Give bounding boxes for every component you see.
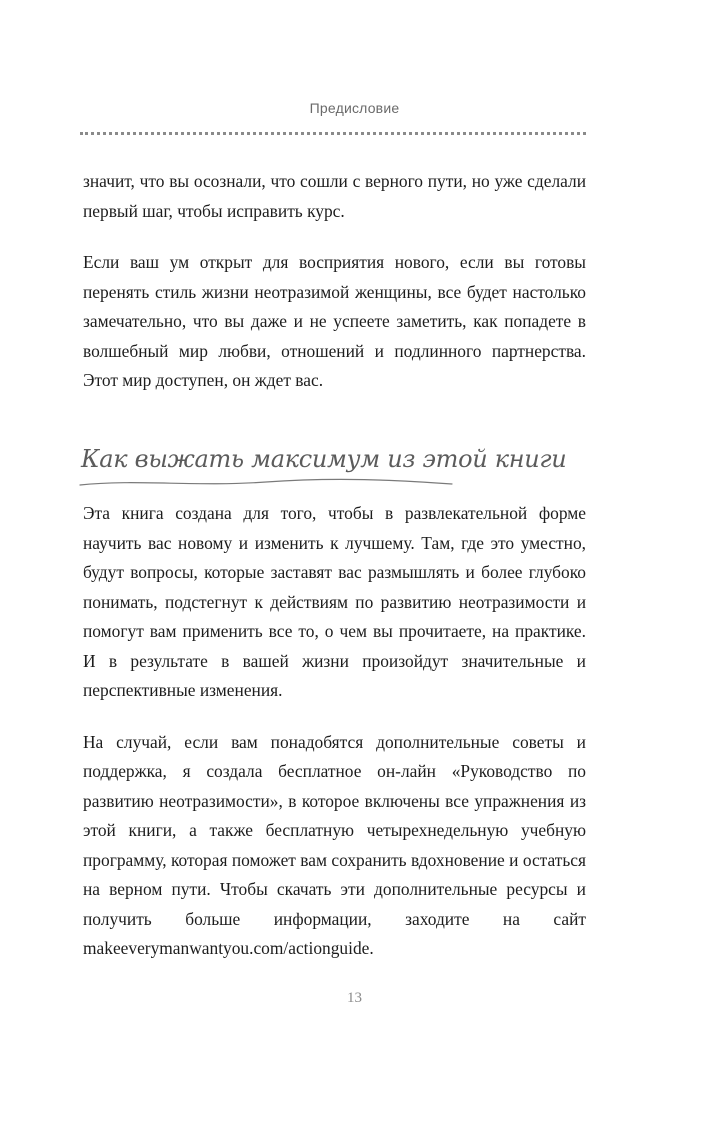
page-number: 13 [347,990,362,1006]
paragraph: Эта книга создана для того, чтобы в развлекательной форме научить вас новому и изменить к лучшему. Там, где это уместно, будут вопросы, которые заставят вас размышлять и более глубоко понимать, подстегнут к действиям по развитию неотразимости и помогут вам применить все то, о чем вы прочитаете, на практике. И в результате в вашей жизни произойдут значительные и перспективные изменения. [83,503,586,700]
section-heading: Как выжать максимум из этой книги [81,445,567,473]
running-head: Предисловие [309,100,400,116]
section-text [83,499,586,964]
paragraph: На случай, если вам понадобятся дополнительные советы и поддержка, я создала бесплатное он-лайн «Руководство по развитию неотразимости», в которое включены все упражнения из этой книги, а также бесплатную четырехнедельную учебную программу, которая поможет вам сохранить вдохновение и остаться на верном пути. Чтобы скачать эти дополнительные ресурсы и получить больше информации, заходите на сайт makeeverymanwantyou.com/actionguide. [83,731,586,958]
heading-flourish [76,476,456,490]
header-divider [80,132,586,135]
paragraph: значит, что вы осознали, что сошли с верного пути, но уже сделали первый шаг, чтобы исправить курс. [83,171,586,221]
paragraph: Если ваш ум открыт для восприятия нового, если вы готовы перенять стиль жизни неотразимой женщины, все будет настолько замечательно, что вы даже и не успеете заметить, как попадете в волшебный мир любви, отношений и подлинного партнерства. Этот мир доступен, он ждет вас. [83,252,586,390]
intro-text [83,167,586,396]
